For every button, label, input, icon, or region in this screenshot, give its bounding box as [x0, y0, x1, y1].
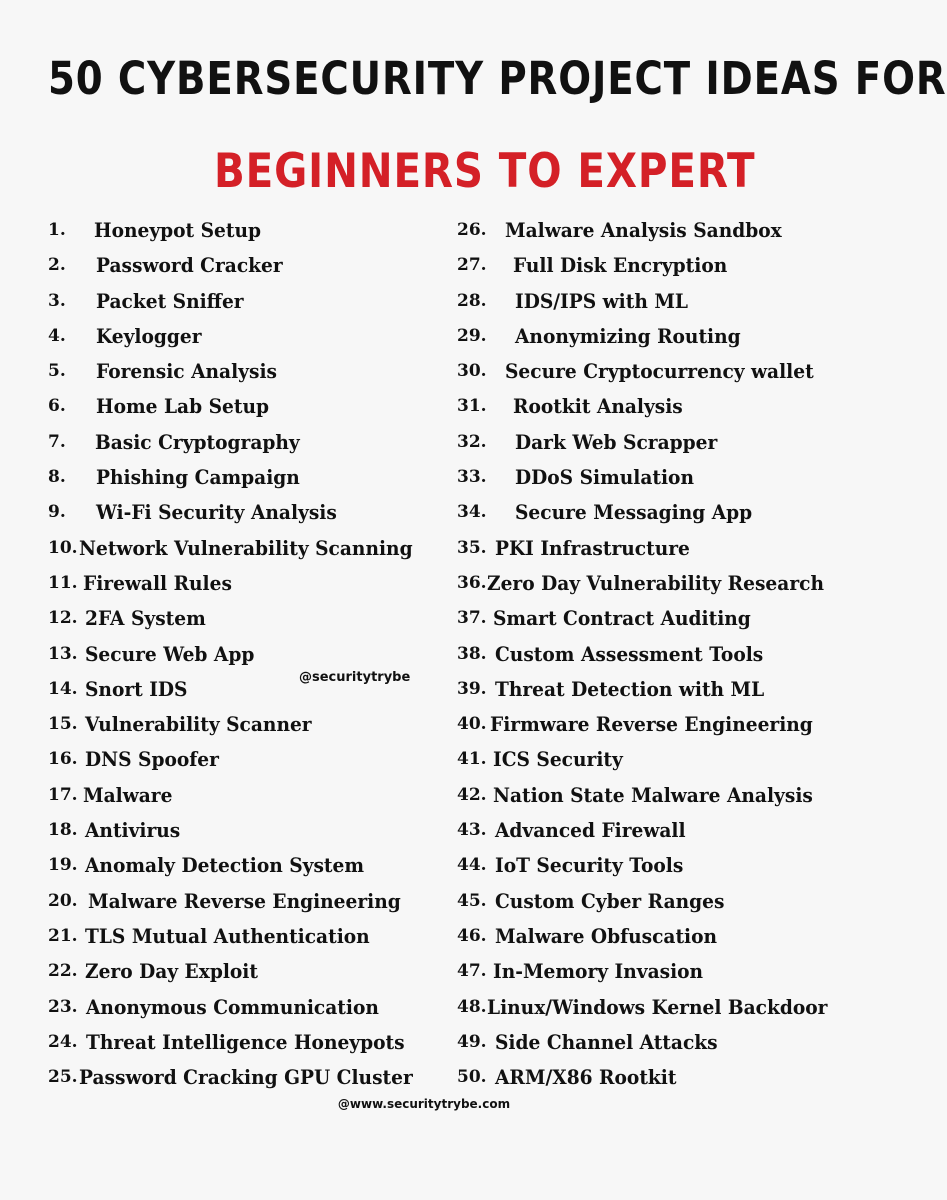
project-item: [48, 848, 438, 883]
project-label: Anonymizing Routing: [515, 323, 741, 348]
project-item: [48, 319, 438, 354]
project-label: Wi-Fi Security Analysis: [96, 500, 337, 525]
project-label: Snort IDS: [85, 676, 188, 701]
project-label: Anomaly Detection System: [85, 853, 365, 878]
project-item: [48, 460, 438, 495]
project-label: IDS/IPS with ML: [515, 288, 688, 313]
project-label: Zero Day Exploit: [85, 959, 258, 984]
project-item: [48, 425, 438, 460]
project-label: Custom Cyber Ranges: [495, 888, 725, 913]
project-item: [48, 742, 438, 777]
project-label: Zero Day Vulnerability Research: [486, 570, 824, 595]
project-item: [457, 1025, 837, 1060]
project-number: 22.: [48, 961, 78, 982]
project-number: 16.: [48, 749, 78, 770]
project-label: Advanced Firewall: [495, 818, 686, 843]
project-item: [457, 319, 837, 354]
project-label: PKI Infrastructure: [495, 535, 690, 560]
project-number: 42.: [457, 784, 487, 805]
project-item: [48, 531, 438, 566]
footer-website: @www.securitytrybe.com: [337, 1097, 511, 1111]
project-label: 2FA System: [85, 606, 206, 631]
project-label: IoT Security Tools: [495, 853, 684, 878]
project-number: 35.: [457, 537, 487, 558]
project-label: Nation State Malware Analysis: [493, 782, 813, 807]
project-item: [457, 213, 837, 248]
project-number: 24.: [48, 1031, 78, 1052]
watermark-handle: @securitytrybe: [299, 670, 411, 685]
project-number: 26.: [457, 220, 487, 240]
project-label: Anonymous Communication: [86, 994, 379, 1019]
project-item: [457, 248, 837, 283]
project-number: 50.: [457, 1067, 487, 1088]
project-label: Malware Obfuscation: [495, 923, 718, 948]
project-number: 27.: [457, 255, 487, 276]
project-number: 14.: [48, 678, 78, 699]
project-number: 18.: [48, 820, 78, 841]
project-number: 31.: [457, 396, 487, 417]
project-item: [457, 1060, 837, 1095]
project-number: 4.: [48, 325, 66, 346]
project-number: 9.: [48, 502, 66, 523]
project-item: [457, 990, 837, 1025]
project-item: [48, 495, 438, 530]
project-number: 12.: [48, 608, 78, 629]
project-number: 46.: [457, 925, 487, 946]
project-number: 20.: [48, 890, 78, 911]
project-number: 45.: [457, 890, 487, 911]
project-number: 8.: [48, 467, 66, 488]
project-item: [457, 495, 837, 530]
project-item: [457, 672, 837, 707]
project-label: Dark Web Scrapper: [515, 429, 718, 454]
project-label: Full Disk Encryption: [513, 253, 728, 278]
project-label: TLS Mutual Authentication: [85, 923, 370, 948]
project-label: Threat Detection with ML: [495, 676, 765, 701]
project-number: 3.: [48, 290, 66, 311]
project-label: Packet Sniffer: [96, 288, 244, 313]
project-number: 32.: [457, 431, 487, 452]
project-item: [48, 284, 438, 319]
project-item: [457, 742, 837, 777]
project-item: [48, 354, 438, 389]
project-item: [48, 601, 438, 636]
project-number: 21.: [48, 925, 78, 946]
project-label: Secure Cryptocurrency wallet: [505, 359, 814, 384]
project-item: [457, 813, 837, 848]
project-item: [48, 1025, 438, 1060]
project-number: 1.: [48, 220, 66, 240]
project-label: Firmware Reverse Engineering: [489, 712, 813, 737]
project-item: [457, 884, 837, 919]
project-item: [457, 919, 837, 954]
project-item: [48, 990, 438, 1025]
project-item: [48, 566, 438, 601]
project-label: ICS Security: [493, 747, 623, 772]
project-label: Smart Contract Auditing: [493, 606, 751, 631]
project-label: ARM/X86 Rootkit: [495, 1065, 677, 1090]
project-list-right: [457, 213, 837, 1095]
project-number: 13.: [48, 643, 78, 664]
project-item: [457, 778, 837, 813]
project-label: Keylogger: [96, 323, 202, 348]
project-item: [48, 389, 438, 424]
project-number: 37.: [457, 608, 487, 629]
project-label: Home Lab Setup: [96, 394, 269, 419]
project-number: 47.: [457, 961, 487, 982]
project-item: [457, 460, 837, 495]
project-number: 10.: [48, 537, 78, 558]
project-label: Basic Cryptography: [95, 429, 300, 454]
project-number: 36.: [457, 572, 487, 593]
project-label: Password Cracking GPU Cluster: [79, 1065, 413, 1090]
project-number: 5.: [48, 361, 66, 382]
project-item: [457, 954, 837, 989]
project-number: 33.: [457, 467, 487, 488]
project-item: [457, 531, 837, 566]
project-label: Forensic Analysis: [96, 359, 277, 384]
project-item: [48, 213, 438, 248]
project-number: 30.: [457, 361, 487, 382]
project-label: Rootkit Analysis: [513, 394, 683, 419]
project-label: Secure Web App: [85, 641, 255, 666]
project-item: [457, 848, 837, 883]
project-item: [48, 954, 438, 989]
project-number: 23.: [48, 996, 78, 1017]
project-number: 25.: [48, 1067, 78, 1088]
project-label: Phishing Campaign: [96, 465, 300, 490]
project-label: Linux/Windows Kernel Backdoor: [486, 994, 828, 1019]
project-item: [48, 884, 438, 919]
project-label: Side Channel Attacks: [495, 1029, 718, 1054]
project-number: 29.: [457, 325, 487, 346]
project-label: Custom Assessment Tools: [495, 641, 764, 666]
project-number: 34.: [457, 502, 487, 523]
project-number: 40.: [457, 714, 487, 735]
project-label: Malware Reverse Engineering: [88, 888, 401, 913]
project-item: [457, 284, 837, 319]
project-item: [48, 813, 438, 848]
project-item: [457, 637, 837, 672]
project-label: Honeypot Setup: [94, 218, 262, 242]
project-item: [457, 425, 837, 460]
project-item: [48, 637, 438, 672]
project-number: 11.: [48, 572, 78, 593]
project-item: [48, 1060, 438, 1095]
project-label: Threat Intelligence Honeypots: [86, 1029, 405, 1054]
project-item: [48, 919, 438, 954]
project-item: [48, 707, 438, 742]
page-subtitle: BEGINNERS TO EXPERT: [214, 144, 756, 199]
project-label: Antivirus: [85, 818, 181, 843]
project-label: DNS Spoofer: [85, 747, 219, 772]
project-label: DDoS Simulation: [515, 465, 694, 490]
project-item: [457, 566, 837, 601]
project-label: Secure Messaging App: [515, 500, 753, 525]
project-number: 19.: [48, 855, 78, 876]
project-label: Malware Analysis Sandbox: [505, 218, 782, 242]
project-number: 48.: [457, 996, 487, 1017]
project-number: 17.: [48, 784, 78, 805]
project-number: 38.: [457, 643, 487, 664]
project-label: Network Vulnerability Scanning: [79, 535, 413, 560]
project-label: In-Memory Invasion: [493, 959, 704, 984]
project-item: [457, 389, 837, 424]
project-number: 49.: [457, 1031, 487, 1052]
project-number: 28.: [457, 290, 487, 311]
project-number: 44.: [457, 855, 487, 876]
project-number: 15.: [48, 714, 78, 735]
project-item: [48, 778, 438, 813]
project-item: [457, 354, 837, 389]
page-title: 50 CYBERSECURITY PROJECT IDEAS FOR: [48, 52, 947, 105]
project-number: 39.: [457, 678, 487, 699]
project-number: 41.: [457, 749, 487, 770]
project-label: Password Cracker: [96, 253, 283, 278]
project-label: Firewall Rules: [83, 570, 232, 595]
project-label: Vulnerability Scanner: [85, 712, 312, 737]
project-item: [48, 248, 438, 283]
project-number: 2.: [48, 255, 66, 276]
project-list-left: [48, 213, 438, 1095]
project-number: 6.: [48, 396, 66, 417]
project-number: 7.: [48, 431, 66, 452]
project-item: [457, 601, 837, 636]
project-label: Malware: [83, 782, 173, 807]
project-number: 43.: [457, 820, 487, 841]
project-item: [457, 707, 837, 742]
